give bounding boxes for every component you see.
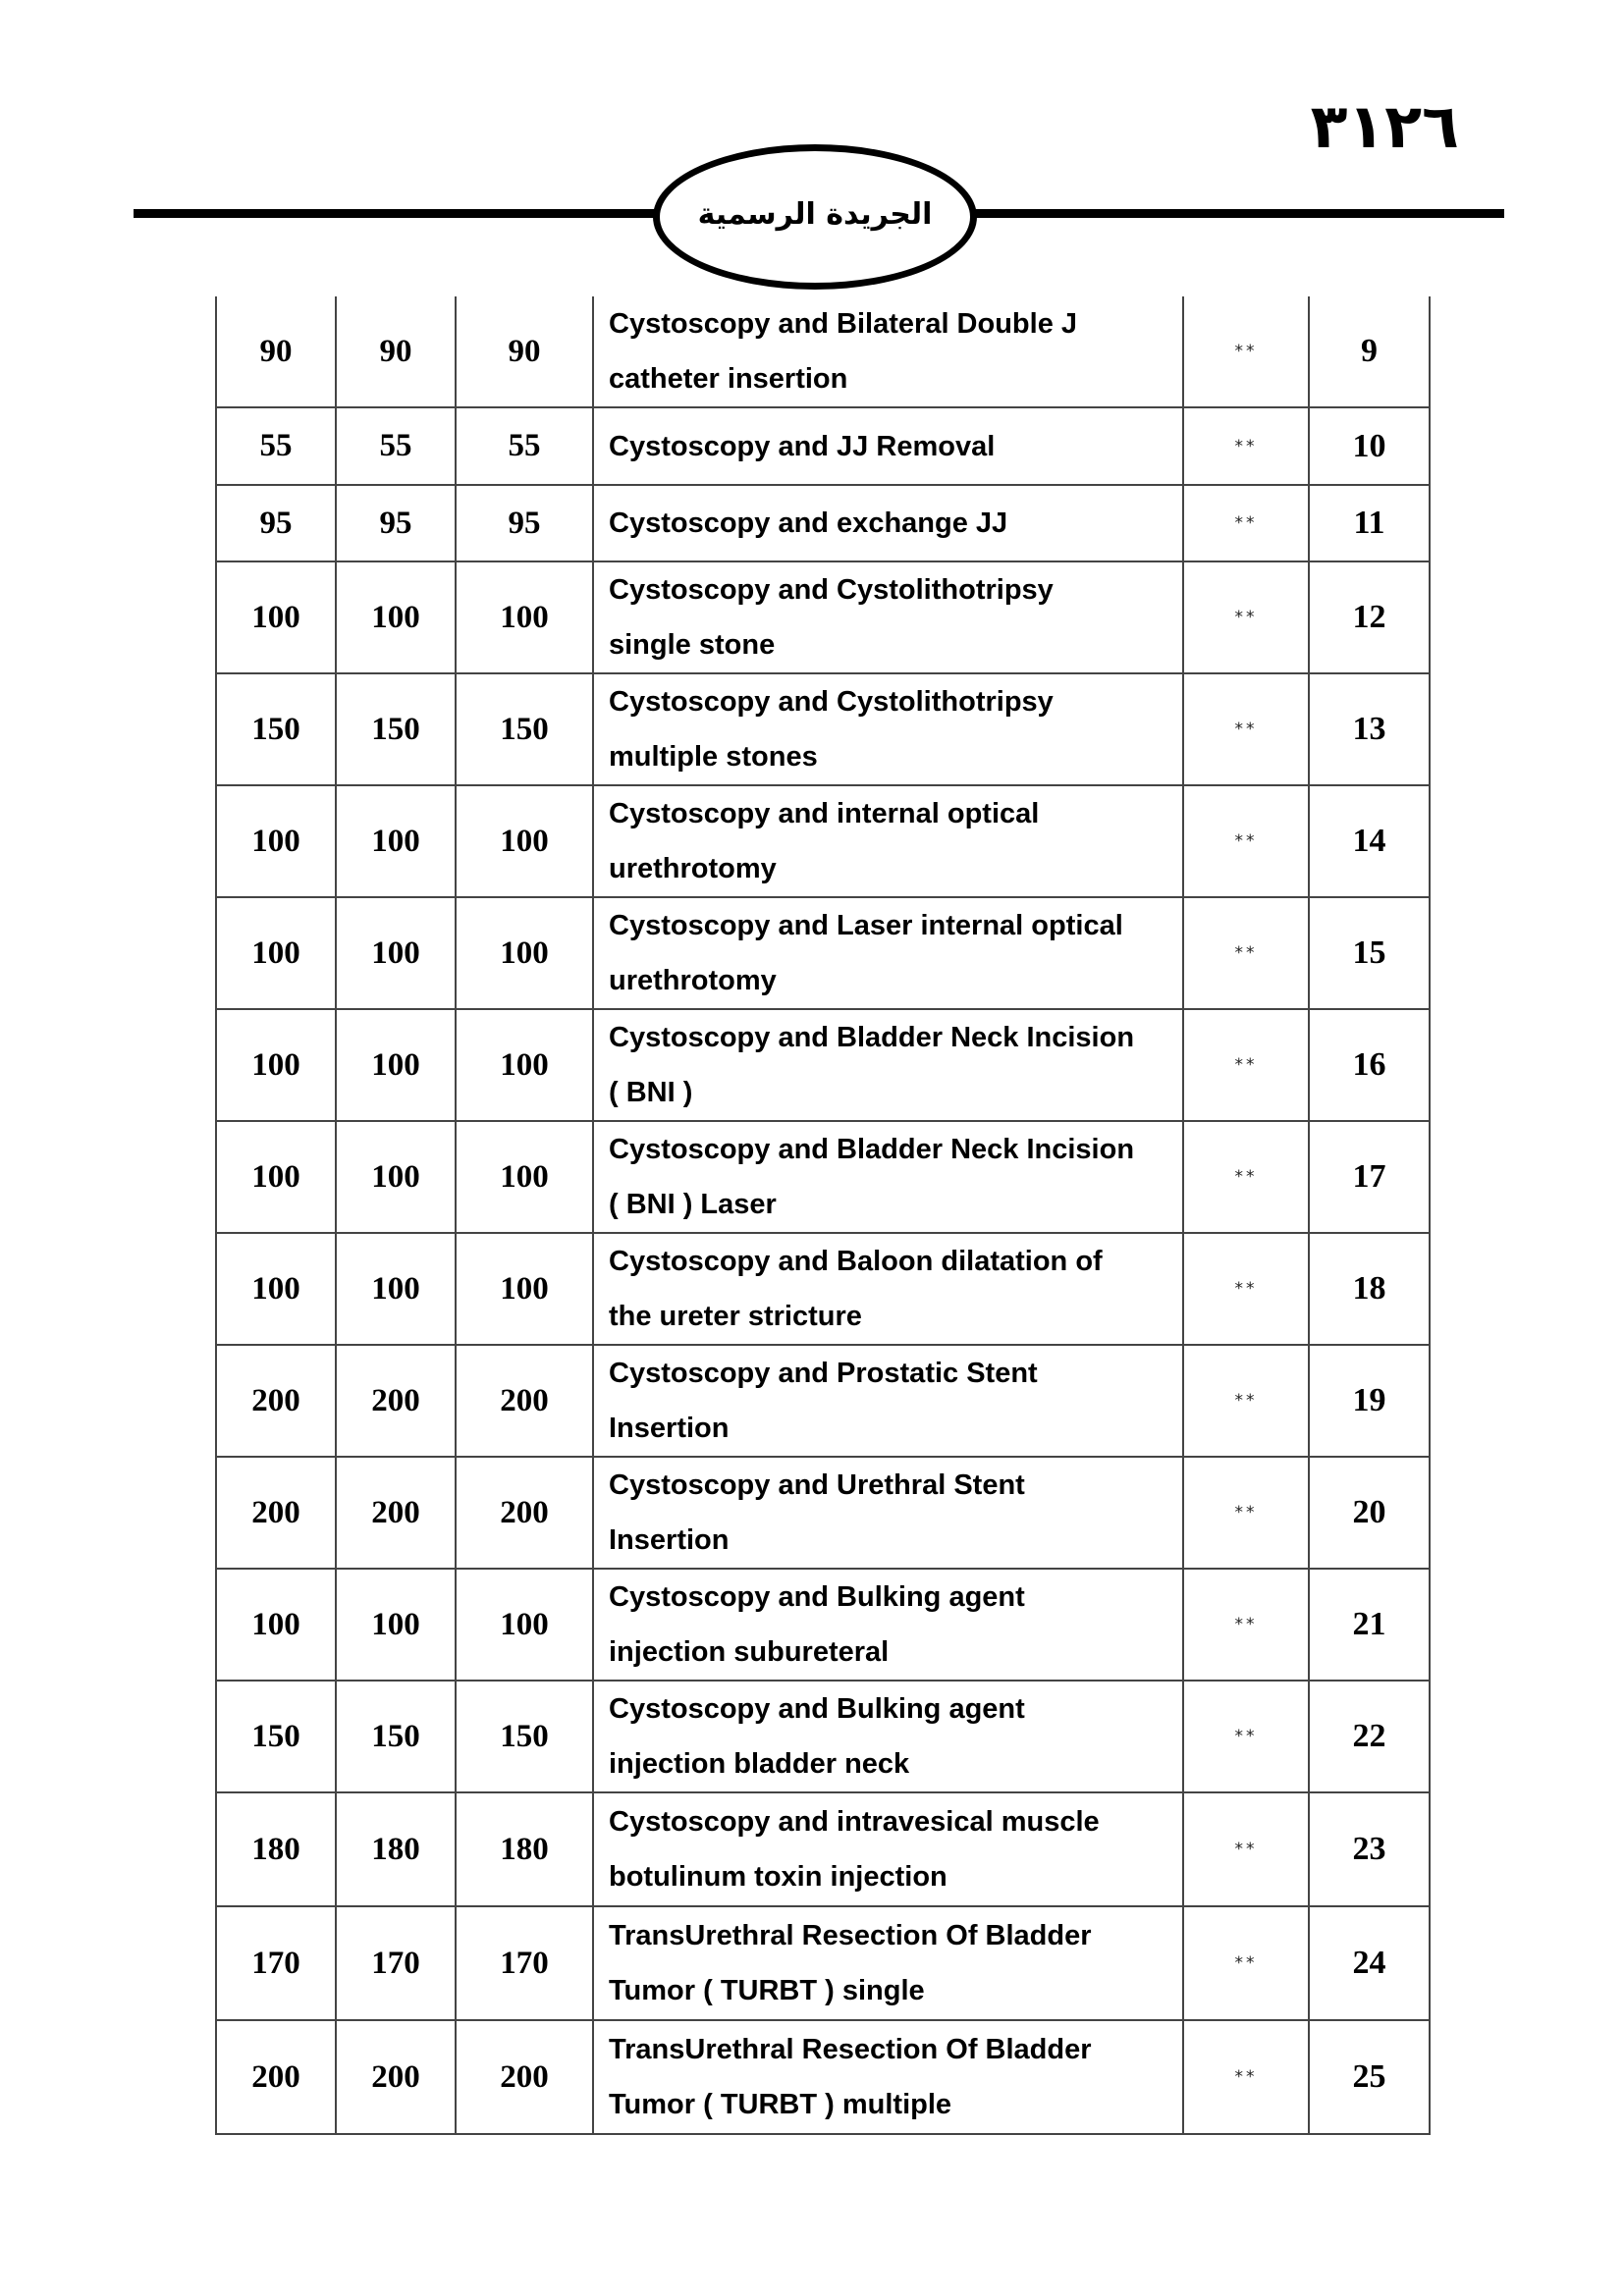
procedure-line-2: Tumor ( TURBT ) multiple <box>609 2089 952 2120</box>
fee-cell-3: 90 <box>456 296 593 407</box>
asterisk-marker: ** <box>1183 1121 1309 1233</box>
table-row <box>216 1681 1430 1792</box>
fee-cell-2: 200 <box>336 2020 456 2134</box>
procedure-line-1: Cystoscopy and Bladder Neck Incision <box>609 1134 1135 1165</box>
fee-cell-3: 200 <box>456 1345 593 1457</box>
procedure-cell <box>593 2020 1183 2134</box>
procedure-line-2: catheter insertion <box>609 363 848 395</box>
fee-cell-3: 100 <box>456 561 593 673</box>
procedure-line-1: Cystoscopy and exchange JJ <box>609 507 1008 539</box>
procedure-cell <box>593 296 1183 407</box>
item-number: 25 <box>1309 2020 1430 2134</box>
table-row <box>216 1457 1430 1569</box>
fee-cell-2: 90 <box>336 296 456 407</box>
procedure-line-1: Cystoscopy and Prostatic Stent <box>609 1358 1038 1389</box>
fee-cell-3: 100 <box>456 1009 593 1121</box>
table-row <box>216 485 1430 561</box>
item-number: 12 <box>1309 561 1430 673</box>
page-number: ٣١٢٦ <box>1310 90 1459 162</box>
item-number: 20 <box>1309 1457 1430 1569</box>
procedure-line-1: Cystoscopy and Bulking agent <box>609 1693 1025 1725</box>
procedure-line-2: multiple stones <box>609 741 818 773</box>
fee-cell-3: 100 <box>456 1569 593 1681</box>
procedure-line-1: Cystoscopy and Cystolithotripsy <box>609 574 1054 606</box>
procedure-line-2: injection bladder neck <box>609 1748 910 1780</box>
item-number: 24 <box>1309 1906 1430 2020</box>
fee-cell-1: 100 <box>216 1569 336 1681</box>
procedure-line-2: Insertion <box>609 1413 730 1444</box>
table-row <box>216 1569 1430 1681</box>
fee-cell-3: 100 <box>456 897 593 1009</box>
fee-cell-1: 180 <box>216 1792 336 1906</box>
asterisk-marker: ** <box>1183 1345 1309 1457</box>
procedure-line-1: Cystoscopy and Bulking agent <box>609 1581 1025 1613</box>
procedure-line-1: TransUrethral Resection Of Bladder <box>609 2034 1092 2065</box>
fee-cell-2: 100 <box>336 1121 456 1233</box>
item-number: 15 <box>1309 897 1430 1009</box>
fee-cell-2: 55 <box>336 407 456 485</box>
fee-cell-3: 150 <box>456 673 593 785</box>
fees-table-body <box>216 296 1430 2134</box>
procedure-cell <box>593 673 1183 785</box>
fee-cell-2: 180 <box>336 1792 456 1906</box>
fee-cell-2: 150 <box>336 1681 456 1792</box>
fee-cell-3: 95 <box>456 485 593 561</box>
fee-cell-2: 95 <box>336 485 456 561</box>
procedure-cell <box>593 1906 1183 2020</box>
fee-cell-2: 150 <box>336 673 456 785</box>
table-row <box>216 1792 1430 1906</box>
asterisk-marker: ** <box>1183 1906 1309 2020</box>
asterisk-marker: ** <box>1183 897 1309 1009</box>
asterisk-marker: ** <box>1183 1792 1309 1906</box>
table-row <box>216 1233 1430 1345</box>
asterisk-marker: ** <box>1183 485 1309 561</box>
asterisk-marker: ** <box>1183 561 1309 673</box>
procedure-cell <box>593 1009 1183 1121</box>
fee-cell-3: 100 <box>456 785 593 897</box>
procedure-line-1: Cystoscopy and Bladder Neck Incision <box>609 1022 1135 1053</box>
fee-cell-3: 100 <box>456 1233 593 1345</box>
procedure-cell <box>593 897 1183 1009</box>
item-number: 18 <box>1309 1233 1430 1345</box>
procedure-line-1: Cystoscopy and Urethral Stent <box>609 1469 1025 1501</box>
fee-cell-2: 100 <box>336 897 456 1009</box>
table-row <box>216 1121 1430 1233</box>
fee-cell-1: 100 <box>216 1121 336 1233</box>
fee-cell-1: 95 <box>216 485 336 561</box>
procedure-line-2: urethrotomy <box>609 853 777 884</box>
fee-cell-2: 100 <box>336 785 456 897</box>
procedure-cell <box>593 407 1183 485</box>
item-number: 19 <box>1309 1345 1430 1457</box>
procedure-line-1: Cystoscopy and Laser internal optical <box>609 910 1123 941</box>
fee-cell-1: 100 <box>216 897 336 1009</box>
fee-cell-2: 100 <box>336 1009 456 1121</box>
item-number: 22 <box>1309 1681 1430 1792</box>
table-row <box>216 673 1430 785</box>
asterisk-marker: ** <box>1183 2020 1309 2134</box>
procedure-cell <box>593 561 1183 673</box>
item-number: 16 <box>1309 1009 1430 1121</box>
fee-cell-1: 150 <box>216 673 336 785</box>
item-number: 21 <box>1309 1569 1430 1681</box>
fee-cell-1: 200 <box>216 1345 336 1457</box>
procedure-line-1: Cystoscopy and internal optical <box>609 798 1040 829</box>
fee-cell-1: 100 <box>216 561 336 673</box>
table-row <box>216 785 1430 897</box>
procedure-cell <box>593 1792 1183 1906</box>
fees-table <box>215 296 1431 2135</box>
item-number: 10 <box>1309 407 1430 485</box>
asterisk-marker: ** <box>1183 1569 1309 1681</box>
procedure-cell <box>593 785 1183 897</box>
procedure-line-1: Cystoscopy and Cystolithotripsy <box>609 686 1054 718</box>
fee-cell-3: 170 <box>456 1906 593 2020</box>
header-oval <box>653 144 977 290</box>
procedure-line-1: TransUrethral Resection Of Bladder <box>609 1920 1092 1951</box>
fee-cell-2: 100 <box>336 1233 456 1345</box>
asterisk-marker: ** <box>1183 407 1309 485</box>
fee-cell-2: 170 <box>336 1906 456 2020</box>
table-row <box>216 1009 1430 1121</box>
asterisk-marker: ** <box>1183 296 1309 407</box>
fee-cell-1: 90 <box>216 296 336 407</box>
procedure-line-1: Cystoscopy and Bilateral Double J <box>609 308 1078 340</box>
procedure-line-2: Tumor ( TURBT ) single <box>609 1975 925 2006</box>
procedure-line-1: Cystoscopy and intravesical muscle <box>609 1806 1100 1838</box>
item-number: 17 <box>1309 1121 1430 1233</box>
fee-cell-2: 100 <box>336 1569 456 1681</box>
table-row <box>216 1906 1430 2020</box>
fee-cell-1: 100 <box>216 785 336 897</box>
procedure-cell <box>593 1233 1183 1345</box>
fee-cell-3: 100 <box>456 1121 593 1233</box>
procedure-line-2: injection subureteral <box>609 1636 890 1668</box>
table-row <box>216 561 1430 673</box>
procedure-line-2: the ureter stricture <box>609 1301 862 1332</box>
fee-cell-1: 100 <box>216 1233 336 1345</box>
item-number: 9 <box>1309 296 1430 407</box>
procedure-line-2: Insertion <box>609 1524 730 1556</box>
procedure-line-2: urethrotomy <box>609 965 777 996</box>
fee-cell-3: 55 <box>456 407 593 485</box>
procedure-cell <box>593 1569 1183 1681</box>
table-row <box>216 897 1430 1009</box>
procedure-line-1: Cystoscopy and Baloon dilatation of <box>609 1246 1103 1277</box>
item-number: 11 <box>1309 485 1430 561</box>
procedure-cell <box>593 1457 1183 1569</box>
asterisk-marker: ** <box>1183 1457 1309 1569</box>
asterisk-marker: ** <box>1183 673 1309 785</box>
table-row <box>216 296 1430 407</box>
fee-cell-2: 200 <box>336 1345 456 1457</box>
table-row <box>216 407 1430 485</box>
fee-cell-3: 180 <box>456 1792 593 1906</box>
procedure-line-2: ( BNI ) Laser <box>609 1189 777 1220</box>
fee-cell-1: 170 <box>216 1906 336 2020</box>
asterisk-marker: ** <box>1183 1681 1309 1792</box>
asterisk-marker: ** <box>1183 1233 1309 1345</box>
table-row <box>216 2020 1430 2134</box>
table-row <box>216 1345 1430 1457</box>
item-number: 13 <box>1309 673 1430 785</box>
procedure-line-2: ( BNI ) <box>609 1077 693 1108</box>
item-number: 23 <box>1309 1792 1430 1906</box>
fee-cell-3: 150 <box>456 1681 593 1792</box>
item-number: 14 <box>1309 785 1430 897</box>
publication-title: الجريدة الرسمية <box>697 196 933 232</box>
procedure-cell <box>593 1345 1183 1457</box>
fee-cell-1: 200 <box>216 2020 336 2134</box>
fee-cell-2: 200 <box>336 1457 456 1569</box>
fee-cell-1: 200 <box>216 1457 336 1569</box>
fee-cell-1: 55 <box>216 407 336 485</box>
procedure-line-2: single stone <box>609 629 776 661</box>
procedure-cell <box>593 1121 1183 1233</box>
asterisk-marker: ** <box>1183 785 1309 897</box>
fee-cell-3: 200 <box>456 1457 593 1569</box>
asterisk-marker: ** <box>1183 1009 1309 1121</box>
fee-cell-2: 100 <box>336 561 456 673</box>
procedure-line-1: Cystoscopy and JJ Removal <box>609 430 996 462</box>
procedure-cell <box>593 1681 1183 1792</box>
fee-cell-3: 200 <box>456 2020 593 2134</box>
fee-cell-1: 100 <box>216 1009 336 1121</box>
fee-cell-1: 150 <box>216 1681 336 1792</box>
procedure-cell <box>593 485 1183 561</box>
procedure-line-2: botulinum toxin injection <box>609 1861 947 1893</box>
